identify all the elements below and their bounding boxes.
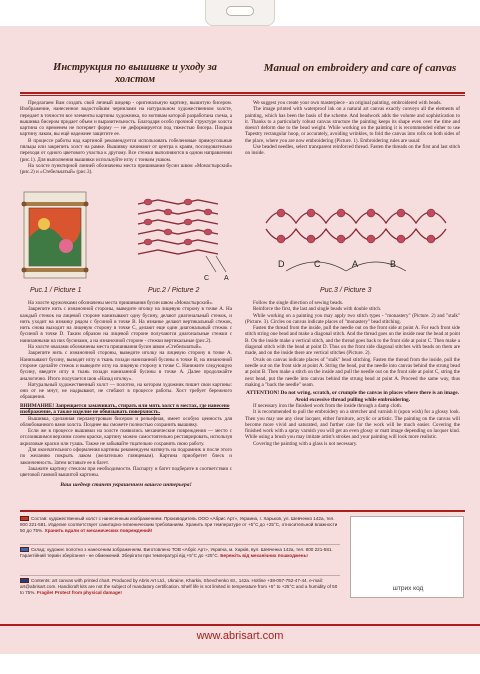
right-column-intro <box>245 100 460 157</box>
figure-2-label-a: A <box>224 275 229 282</box>
left-lower-paragraph-6: Вышивка, сделанная перламутровым бисером и рельефная, имеет особую ценность для облюбованного вами холста. Позднее вы сможете полностью сохранить вышивку. <box>20 415 232 428</box>
right-paragraph-3: Use beaded needles, select transparent reinforced thread. Fasten the threads on the first and last stitch on inside. <box>245 144 460 157</box>
bottom-strip <box>0 654 480 674</box>
right-paragraph-2: The image printed with waterproof ink on a natural art canvas exactly conveys all the elements of painting, which has been the basis of the scheme. And beadwork adds the volume and sophistication to it. Thanks to a particularly robust canvas structure the painting keeps its shape even over the time and doesn't deform due to the bead weight. While working on the painting it is recommended either to use Tapestry rectangular hoop, or accurately, avoiding wrinkles, to fold the canvas into rolls on both sides of the place, where you are now embroidering (Picture. 1). Embroidering rules are usual: <box>245 106 460 144</box>
left-paragraph-3: На холсте пунктирной линией обозначены места пришивания бусин швом «Монастырский» (рис.2) и «Стебельчатый» (рис.3). <box>20 162 232 176</box>
left-attention-note: ВНИМАНИЕ! Запрещается замачивать, стирать или мять холст в местах, где нанесено изображение, а также изделие не обвязывать поверхность. <box>20 402 230 416</box>
uk-flag-icon <box>20 578 29 583</box>
left-lower-paragraph-8: Для окончательного оформления картины рекомендуем натянуть на подрамник и после этого по желанию покрыть лаком (желательно глянцевым). Картина приобретет блеск и законченность. Затем вставьте ее в багет. <box>20 447 232 466</box>
legal-en-warning: Fragile! Protect from physical damage! <box>36 589 122 595</box>
figure-3-stalk-stitch <box>256 193 461 283</box>
heading-english: Manual on embroidery and care of canvas <box>263 62 457 74</box>
barcode-label: штрих код <box>392 585 424 592</box>
left-column-intro <box>20 100 232 176</box>
figure-2-caption: Рис.2 / Picture 2 <box>148 287 200 294</box>
left-paragraph-1: Предлагаем Вам создать свой личный шедевр - оригинальную картину, вышитую бисером. Изображение, нанесенное водостойким чернилами на натуральном художественном холсте, передает в точности все элементы картины художника, по мотивам которой разработана схема, а вышивка бисером придает объем и выразительность. Благодаря особо прочной структуре холста картина со временем не потеряет форму — не деформируется под тяжестью бисера. Покрыв картину лаком, вы ещё надежнее защитите ее. <box>20 100 232 138</box>
figure-3-label-d: D <box>278 259 285 269</box>
figure-1-canvas-on-hoop <box>20 188 90 283</box>
legal-divider <box>20 510 465 512</box>
left-lower-paragraph-5: Натуральный художественный холст — полотно, на котором художник пишет свои картины: они от не мнут, не надрывают, не сгибают в процессе работы. Хост требует бережного обращения. <box>20 381 232 401</box>
legal-text-ru <box>20 516 340 533</box>
left-paragraph-2: В процессе работы над картиной рекомендуется использовать гобеленовые прямоугольные пяльцы или закрепить холст на рамке. Вышивку начинают от центра к краям, последовательно переходя от одного цветового участка к другому. Все стежки выполняются в одном направлении (рис.1). Для выполнения вышивки используйте иглу с тонким ушком. <box>20 137 232 163</box>
legal-ua-warning: Бережіть від механічних пошкоджень! <box>220 552 308 558</box>
legal-text-en <box>20 578 340 595</box>
right-lower-paragraph-7: It is recommended to pull the embroidery on a stretcher and varnish it (upon wish) for a glossy look. Then you may use any clear lacquer, either furniture, acrylic or artistic. The painting on the canvas will become more vivid and saturated, and further care for the work will be much easier. Covering the finished work with a spray varnish you will get an even glossy or matt image depending on lacquer kind. While using a brush you may imitate artist's strokes and your painting will look more realistic. <box>245 409 460 441</box>
russia-flag-icon <box>20 516 29 521</box>
ukraine-flag-icon <box>20 547 29 552</box>
hang-hole <box>226 6 254 16</box>
left-lower-paragraph-7: Если же в процессе вышивки на холсте появились механические повреждения — место с отслоившимся верхним слоем краски, картину можно самостоятельно реставрировать, используя акриловые краски или гуашь. Также не забывайте тщательно сохранять свою работу. <box>20 428 232 447</box>
heading-divider <box>20 92 465 94</box>
right-lower-paragraph-2: Reinforce the first, the last and single beads with double stitch. <box>253 306 382 313</box>
left-lower-paragraph-2: Закрепите нить с изнаночной стороны, выведите иголку на лицевую сторону в точке А. На каждый стежок на лицевой стороне нанизывают одну бусину, делают диагональный стежок, и нить уходит на изнанку рядом с бусиной в точке В. На изнанке делают вертикальный стежок, нить снова выходит на лицевую сторону в точке С, делают еще один диагональный стежок с бусиной в точке D. Таким образом на лицевой стороне получаются диагональные стежки с нанизанными на них бусинами, а на изнаночной стороне - стежки вертикальные (рис.2). <box>20 306 232 344</box>
figure-2-label-c: C <box>204 275 210 282</box>
legal-separator-2 <box>20 575 340 576</box>
heading-divider-thin <box>20 95 465 96</box>
section-headings <box>20 62 465 96</box>
legal-separator-1 <box>20 544 340 545</box>
left-lower-paragraph-3: На холсте овалами обозначены места пришивания бусин швом «Стебельчатый». <box>28 344 203 351</box>
left-slogan: Ваш шедевр станет украшением вашего интерьера! <box>60 481 192 488</box>
left-lower-paragraph-9: Закажите картину стеклом при необходимости. Паспарту и багет подберите в соответствии с цветовой гаммой вышитой картины. <box>20 465 232 479</box>
figure-1-caption: Рис.1 / Picture 1 <box>30 287 82 294</box>
legal-ru-warning: Хранить вдали от механических повреждений! <box>44 527 153 533</box>
stitch-figures <box>20 188 465 300</box>
website-link[interactable]: www.abrisart.com <box>196 630 284 642</box>
legal-ru-body: Состав: художественный холст с нанесенным изображением. Производитель ООО «Абрис Арт», Украина, г. Харьков, ул. Шевченко 142а, тел. 800 221-581. Изделие соответствует санитарно-гигиеническим требованиям. Хранить при температуре от +5°С до +25°С, относительной влажности 50 до 75%. <box>20 516 338 533</box>
right-lower-paragraph-8: Covering the painting with a glass is not necessary. <box>253 440 358 447</box>
right-paragraph-1: We suggest you create your own masterpiece - an original painting, embroidered with beads. <box>253 100 442 106</box>
left-lower-paragraph-4: Закрепите нить с изнаночной стороны, выведите иголку на лицевую сторону в точке А. Нанизывают бусину, выводят иглу в ткань позади нанизанной бусины в точке В, на изнаночной стороне сделайте стежок и выведите иглу на лицевую сторону в точке С. Нанижите следующую бусину, введите иглу в ткань позади нанизанной бусины в точке А. Далее продолжайте аналогично. Итого получается шов «Назад иголку». <box>20 350 232 382</box>
figure-3-label-c: C <box>314 259 321 269</box>
right-lower-paragraph-5: Ovals on canvas indicate places of "stalk" bead stitching. Fasten the thread from the inside, pull the needle out on the front side at point A. String the bead, put the needle into canvas behind the strung bead at point B. Then make a stitch on the inside and pull the needle out on the front side at point C, string the next bead, put the needle into canvas behind the strung bead at point A. Proceed the same way, thus making a "back the needle" seam. <box>245 356 460 388</box>
left-lower-paragraph-1: На холсте кружочками обозначены места пришивания бусин швом «Монастырский». <box>28 300 214 306</box>
right-lower-paragraph-6: If necessary iron the finished work from the inside through a damp cloth. <box>253 402 402 409</box>
barcode-area <box>350 516 464 598</box>
legal-text-ua <box>20 547 340 559</box>
right-lower-paragraph-4: Fasten the thread from the inside, pull the needle out on the front side at point A. For each front side stitch string one bead and make a diagonal stitch. And the thread goes on the inside near the bead at point B. On the inside make a vertical stitch, and the thread goes back to the front side at point C. Then make a diagonal stitch with the bead at point D. Thus on the front side diagonal stitches with beads on them are made, and on the inside there are vertical stitches (Picture. 2). <box>245 325 460 357</box>
figure-3-caption: Рис.3 / Picture 3 <box>320 287 372 294</box>
right-lower-paragraph-3: While working on a painting you may apply two stitch types - "monastery" (Picture. 2) and "stalk" (Picture. 3). Circles on canvas indicate places of "monastery" bead stitching. <box>245 312 460 325</box>
right-lower-paragraph-1: Follow the single direction of sewing beads. <box>253 300 344 306</box>
legal-ua-body: Склад: художнє полотно з нанесеним зображенням. Виготовлено ТОВ «Абріс Арт», Україна, м. Харків, вул. Шевченка 142а, тел. 800 221-581. Гарантійний термін зберігання - не обмежений. Зберігати при температурі від +5°С до +25°С. <box>20 547 333 558</box>
left-column-instructions <box>20 300 232 488</box>
heading-russian: Инструкция по вышивке и уходу за холстом <box>53 62 217 85</box>
right-column-instructions <box>245 300 460 447</box>
legal-en-body: Contents: art canvas with printed chart. Produced by Abris Art Ltd., Ukraine, Kharkiv, Shevchenko str., 142a. Hotline +38-057-752-47-44. e-mail: art@abrisart.com. Handicraft kits are not the subject of mandatory certification. Shelf life is not limited in temperature from +5° to +25°C and a humidity of 50 to 75%. <box>20 578 338 595</box>
right-attention-note: ATTENTION! Do not wring, scratch, or crumple the canvas in places where there is an image. Avoid excessive thread pulling while embroidering. <box>246 390 459 403</box>
figure-2-monastery-stitch <box>120 190 240 283</box>
figure-3-label-b: B <box>390 259 397 269</box>
footer-divider <box>0 624 480 626</box>
figure-3-label-a: A <box>352 259 359 269</box>
